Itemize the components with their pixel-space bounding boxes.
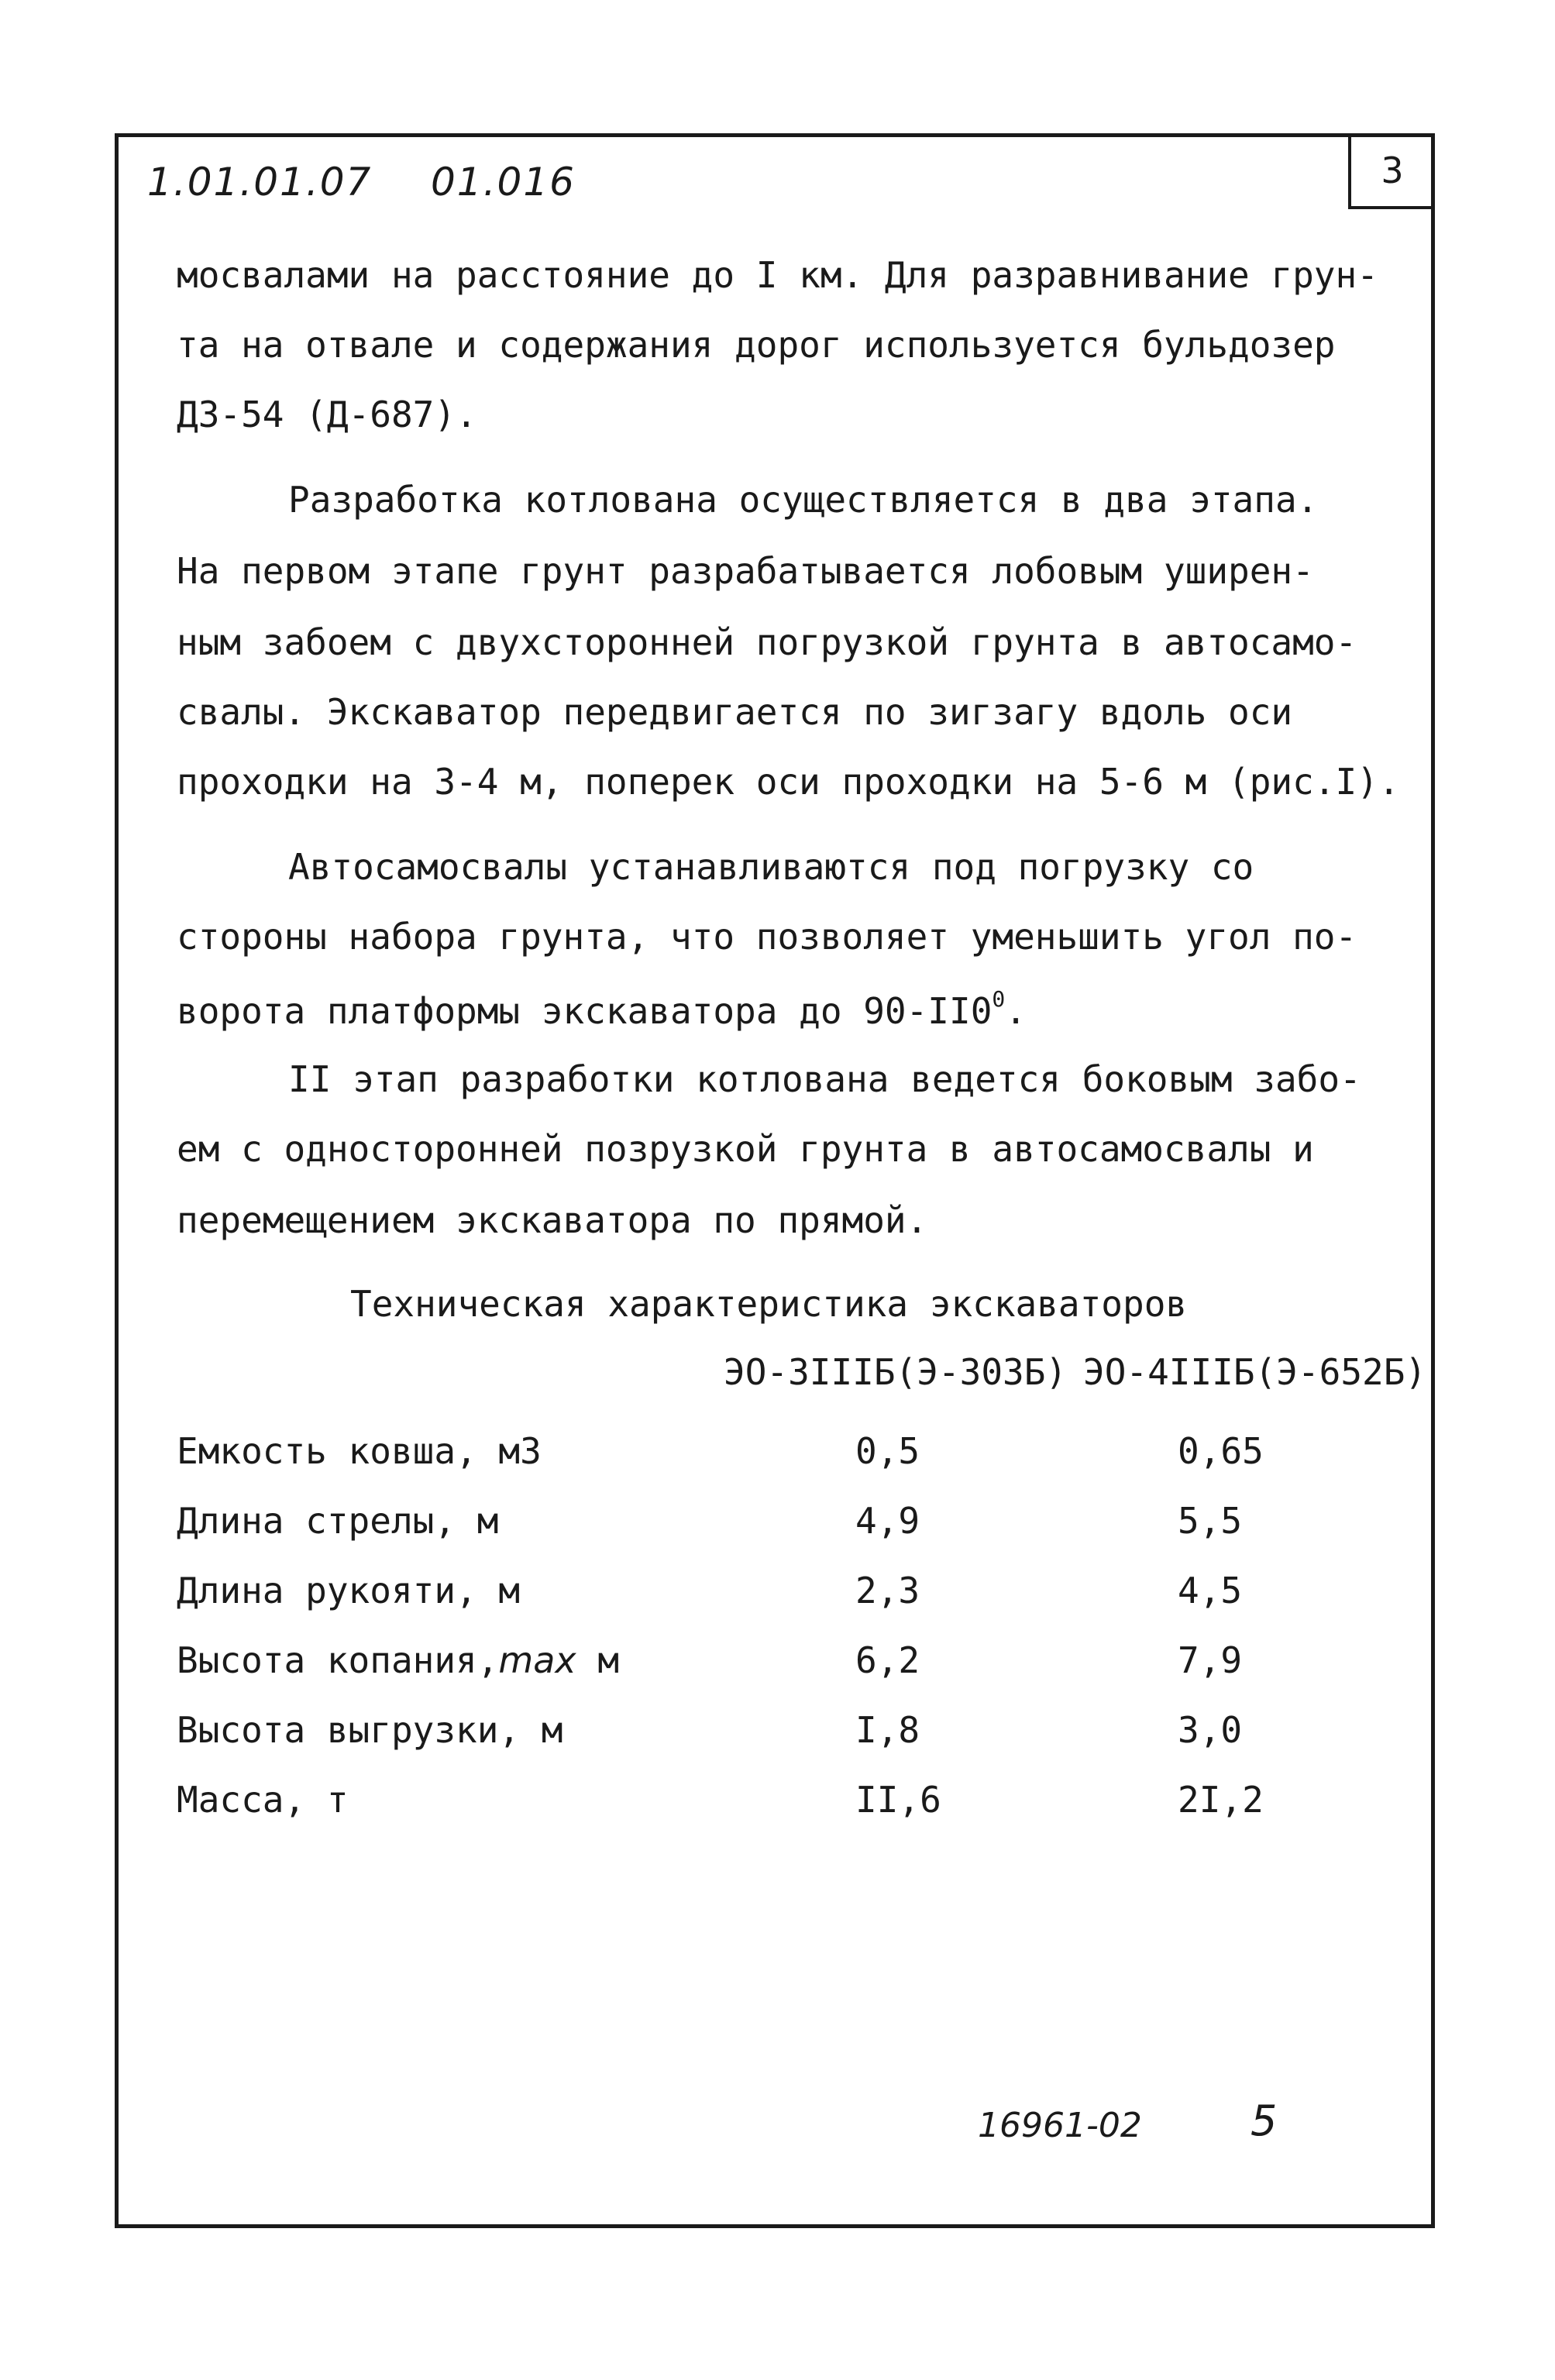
table-cell-value-2: 2I,2 bbox=[1178, 1779, 1264, 1821]
param-unit: м bbox=[576, 1639, 620, 1681]
table-cell-value-1: 2,3 bbox=[855, 1570, 920, 1611]
paragraph-4-line-1: II этап разработки котлована ведется боковым забо- bbox=[288, 1058, 1361, 1100]
sheet-number: 5 bbox=[1251, 2096, 1278, 2145]
table-row bbox=[177, 1430, 1416, 1477]
table-cell-param bbox=[177, 1639, 619, 1681]
paragraph-2-line-2: На первом этапе грунт разрабатывается лобовым уширен- bbox=[177, 550, 1314, 592]
table-cell-value-1: 6,2 bbox=[855, 1639, 920, 1681]
paragraph-1-line-1: мосвалами на расстояние до I км. Для разравнивание грун- bbox=[177, 254, 1378, 296]
document-code: 1.01.01.07 bbox=[147, 160, 373, 205]
paragraph-3-line-3-text: ворота платформы экскаватора до 90-II0 bbox=[177, 990, 993, 1032]
table-cell-value-2: 3,0 bbox=[1178, 1709, 1243, 1751]
table-row bbox=[177, 1639, 1416, 1686]
table-row bbox=[177, 1570, 1416, 1616]
table-col2-header: ЭО-4IIIБ(Э-652Б) bbox=[1083, 1351, 1427, 1393]
table-cell-value-2: 4,5 bbox=[1178, 1570, 1243, 1611]
table-cell-param: Длина стрелы, м bbox=[177, 1500, 499, 1542]
degree-superscript: 0 bbox=[992, 986, 1006, 1012]
param-text: Высота копания, bbox=[177, 1639, 499, 1681]
paragraph-2-line-3: ным забоем с двухсторонней погрузкой грунта в автосамо- bbox=[177, 621, 1357, 663]
table-cell-param: Длина рукояти, м bbox=[177, 1570, 521, 1611]
paragraph-2-line-5: проходки на 3-4 м, поперек оси проходки на 5-6 м (рис.I). bbox=[177, 761, 1400, 803]
table-col1-header: ЭО-3IIIБ(Э-303Б) bbox=[724, 1351, 1068, 1393]
paragraph-3-line-3 bbox=[177, 986, 1027, 1032]
paragraph-1-line-3: ДЗ-54 (Д-687). bbox=[177, 394, 477, 435]
max-handwritten: max bbox=[498, 1639, 576, 1681]
table-cell-value-2: 5,5 bbox=[1178, 1500, 1243, 1542]
table-cell-value-1: 0,5 bbox=[855, 1430, 920, 1472]
table-cell-value-1: I,8 bbox=[855, 1709, 920, 1751]
table-cell-param: Емкость ковша, м3 bbox=[177, 1430, 542, 1472]
page-frame bbox=[115, 133, 1435, 2228]
sheet-code: 01.016 bbox=[431, 160, 576, 205]
page-number-box bbox=[1348, 135, 1433, 209]
table-cell-value-1: 4,9 bbox=[855, 1500, 920, 1542]
paragraph-2-line-1: Разработка котлована осуществляется в два этапа. bbox=[288, 479, 1319, 521]
table-row bbox=[177, 1500, 1416, 1546]
page-number: 3 bbox=[1381, 150, 1404, 191]
table-row bbox=[177, 1709, 1416, 1756]
table-cell-param: Масса, т bbox=[177, 1779, 349, 1821]
paragraph-4-line-3: перемещением экскаватора по прямой. bbox=[177, 1199, 928, 1241]
table-row bbox=[177, 1779, 1416, 1825]
table-title: Техническая характеристика экскаваторов bbox=[350, 1283, 1188, 1325]
paragraph-2-line-4: свалы. Экскаватор передвигается по зигзагу вдоль оси bbox=[177, 691, 1293, 733]
table-cell-value-2: 7,9 bbox=[1178, 1639, 1243, 1681]
table-cell-value-2: 0,65 bbox=[1178, 1430, 1264, 1472]
table-cell-value-1: II,6 bbox=[855, 1779, 941, 1821]
table-cell-param: Высота выгрузки, м bbox=[177, 1709, 563, 1751]
paragraph-3-period: . bbox=[1005, 990, 1027, 1032]
paragraph-3-line-1: Автосамосвалы устанавливаются под погрузку со bbox=[288, 846, 1254, 888]
paragraph-4-line-2: ем с односторонней позрузкой грунта в автосамосвалы и bbox=[177, 1128, 1314, 1170]
document-number: 16961-02 bbox=[978, 2106, 1142, 2145]
paragraph-3-line-2: стороны набора грунта, что позволяет уменьшить угол по- bbox=[177, 916, 1357, 958]
paragraph-1-line-2: та на отвале и содержания дорог используется бульдозер bbox=[177, 324, 1336, 366]
